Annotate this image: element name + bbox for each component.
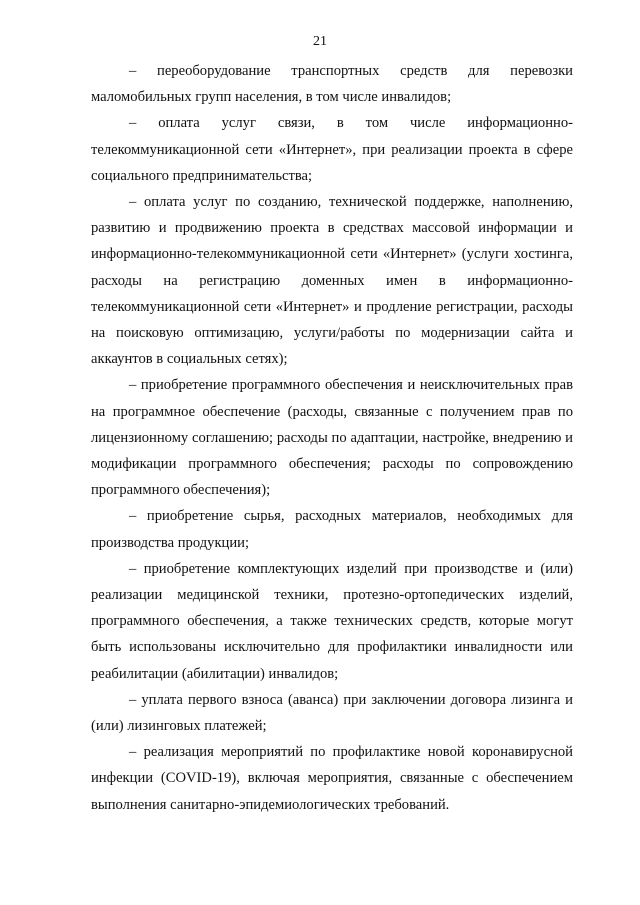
list-item: – оплата услуг по созданию, технической поддержке, наполнению, развитию и продвижению проекта в средствах массовой информации и информационно-телекоммуникационной сети «Интернет» (услуги хостинга, расходы на регистрацию доменных имен в информационно-телекоммуникационной сети «Интернет» и продление регистрации, расходы на поисковую оптимизацию, услуги/работы по модернизации сайта и аккаунтов в социальных сетях); xyxy=(91,194,573,368)
list-item: – реализация мероприятий по профилактике новой коронавирусной инфекции (COVID-19), включая мероприятия, связанные с обеспечением выполнения санитарно-эпидемиологических требований. xyxy=(91,744,573,813)
list-item: – оплата услуг связи, в том числе информационно-телекоммуникационной сети «Интернет», при реализации проекта в сфере социального предпринимательства; xyxy=(91,115,573,184)
body-text xyxy=(91,58,573,818)
list-item: – приобретение комплектующих изделий при производстве и (или) реализации медицинской техники, протезно-ортопедических изделий, программного обеспечения, а также технических средств, которые могут быть использованы исключительно для профилактики инвалидности или реабилитации (абилитации) инвалидов; xyxy=(91,560,573,682)
page-number: 21 xyxy=(313,34,327,49)
list-item: – приобретение программного обеспечения и неисключительных прав на программное обеспечение (расходы, связанные с получением прав по лицензионному соглашению; расходы по адаптации, настройке, внедрению и модификации программного обеспечения; расходы по сопровождению программного обеспечения); xyxy=(91,377,573,499)
list-item: – переоборудование транспортных средств для перевозки маломобильных групп населения, в том числе инвалидов; xyxy=(91,63,573,106)
list-item: – приобретение сырья, расходных материалов, необходимых для производства продукции; xyxy=(91,508,573,551)
list-item: – уплата первого взноса (аванса) при заключении договора лизинга и (или) лизинговых платежей; xyxy=(91,691,573,735)
